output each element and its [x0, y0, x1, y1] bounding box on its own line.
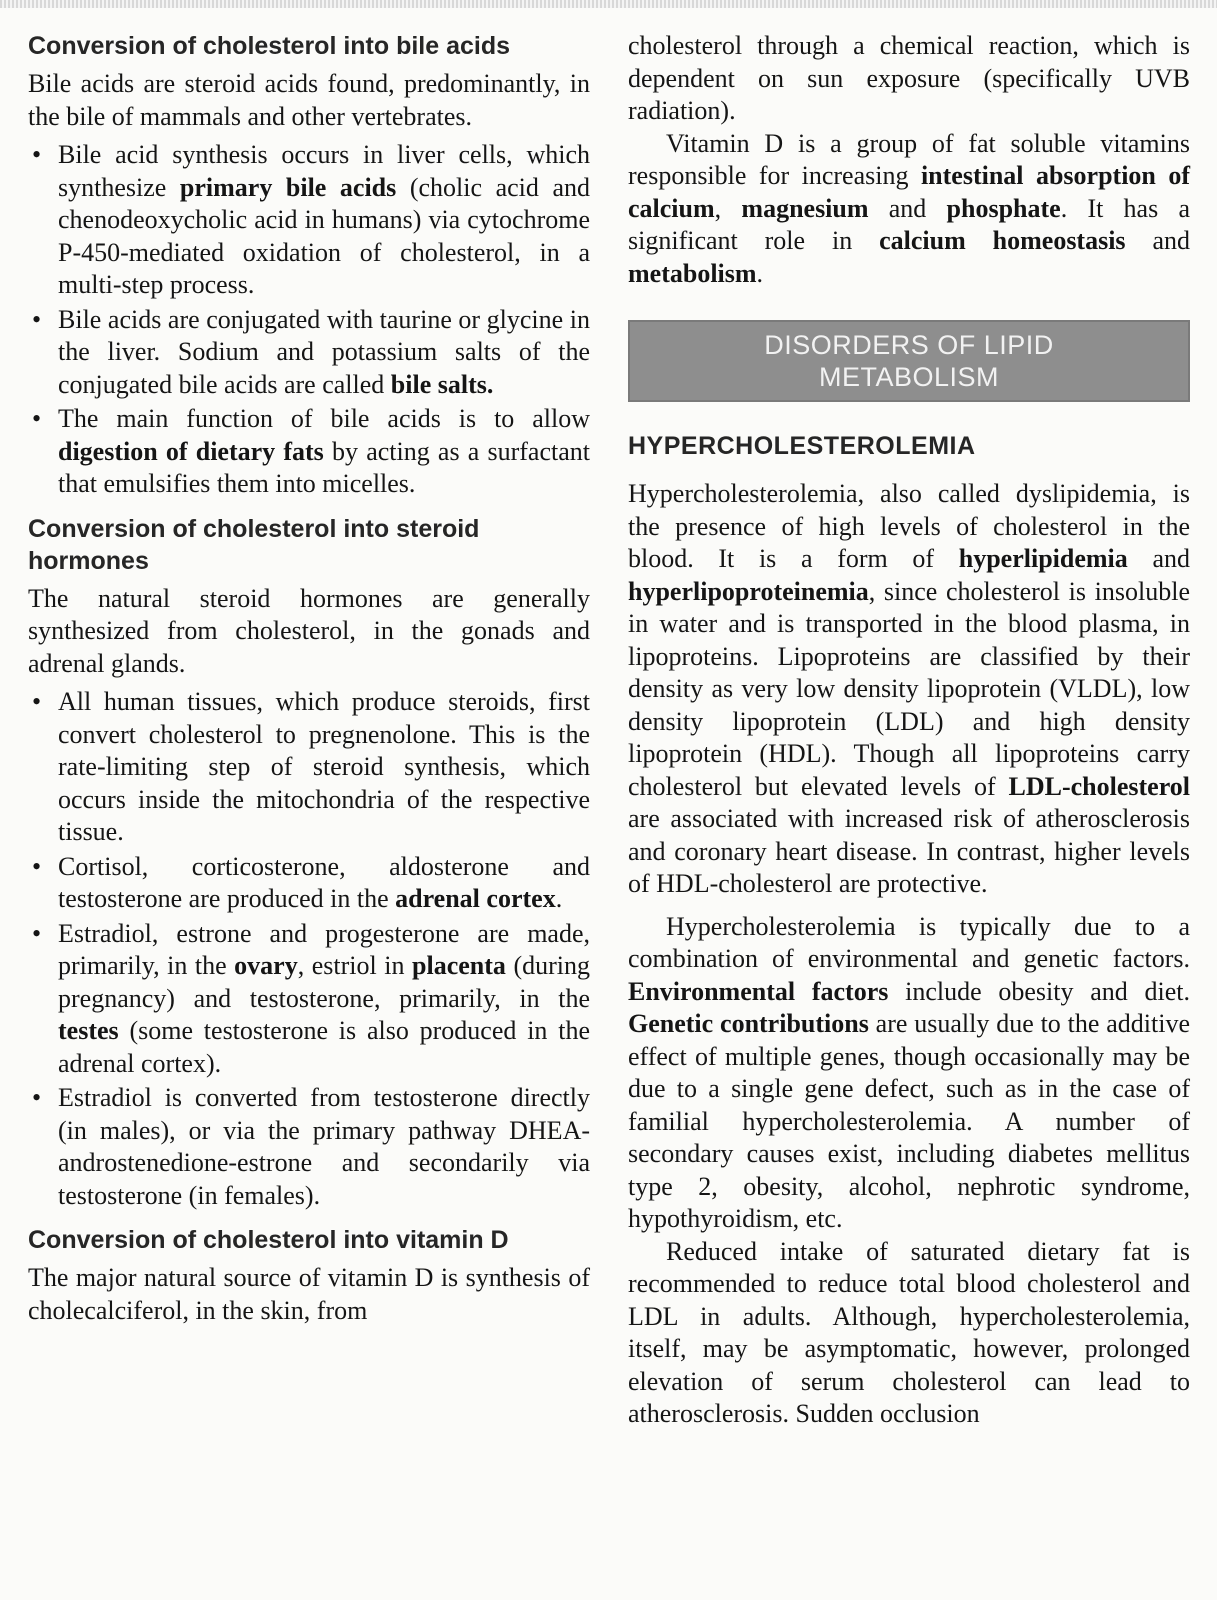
list-item: • All human tissues, which produce steroids, first convert cholesterol to pregnenolone. This is the rate-limiting step of steroid synthesis, which occurs inside the mitochondria of the respective tissue.: [28, 686, 590, 849]
hypercholesterolemia-paragraph-3: Reduced intake of saturated dietary fat is recommended to reduce total blood cholesterol and LDL in adults. Although, hypercholesterolemia, itself, may be asymptomatic, however, prolonged elevation of serum cholesterol can lead to atherosclerosis. Sudden occlusion: [628, 1236, 1190, 1428]
bile-acids-list: [28, 139, 590, 501]
list-item: • Cortisol, corticosterone, aldosterone and testosterone are produced in the adrenal cortex.: [28, 851, 590, 916]
vitamin-d-intro: The major natural source of vitamin D is synthesis of cholecalciferol, in the skin, from: [28, 1263, 590, 1325]
steroid-hormones-list: [28, 686, 590, 1212]
left-column: [28, 30, 590, 1327]
vitamin-d-heading: Conversion of cholesterol into vitamin D: [28, 1226, 509, 1254]
banner-line-1: DISORDERS OF LIPID: [764, 330, 1054, 360]
bile-acids-intro: Bile acids are steroid acids found, predominantly, in the bile of mammals and other vertebrates.: [28, 69, 590, 131]
vitamin-d-paragraph: Vitamin D is a group of fat soluble vitamins responsible for increasing intestinal absorption of calcium, magnesium and phosphate. It has a significant role in calcium homeostasis and metabolism.: [628, 128, 1191, 288]
list-item: • Bile acid synthesis occurs in liver cells, which synthesize primary bile acids (cholic acid and chenodeoxycholic acid in humans) via cytochrome P-450-mediated oxidation of cholesterol, in a multi-step process.: [28, 139, 590, 302]
section-banner: [628, 320, 1190, 402]
hypercholesterolemia-paragraph-1: Hypercholesterolemia, also called dyslipidemia, is the presence of high levels of cholesterol in the blood. It is a form of hyperlipidemia and hyperlipoproteinemia, since cholesterol is insoluble in water and is transported in the blood plasma, in lipoproteins. Lipoproteins are classified by their density as very low density lipoprotein (VLDL), low density lipoprotein (LDL) and high density lipoprotein (HDL). Though all lipoproteins carry cholesterol but elevated levels of LDL-cholesterol are associated with increased risk of atherosclerosis and coronary heart disease. In contrast, higher levels of HDL-cholesterol are protective.: [628, 479, 1190, 898]
bile-acids-heading: Conversion of cholesterol into bile acids: [28, 32, 511, 60]
list-item: • Estradiol, estrone and progesterone are made, primarily, in the ovary, estriol in placenta (during pregnancy) and testosterone, primarily, in the testes (some testosterone is also produced in the adrenal cortex).: [28, 918, 590, 1081]
hypercholesterolemia-heading: HYPERCHOLESTEROLEMIA: [628, 432, 976, 460]
page-top-edge: [0, 0, 1217, 8]
hypercholesterolemia-paragraph-2: Hypercholesterolemia is typically due to a combination of environmental and genetic factors. Environmental factors include obesity and diet. Genetic contributions are usually due to the additive effect of multiple genes, though occasionally may be due to a single gene defect, such as in the case of familial hypercholesterolemia. A number of secondary causes exist, including diabetes mellitus type 2, obesity, alcohol, nephrotic syndrome, hypothyroidism, etc.: [628, 911, 1190, 1233]
list-item: • Bile acids are conjugated with taurine or glycine in the liver. Sodium and potassium salts of the conjugated bile acids are called bile salts.: [28, 304, 590, 402]
list-item: • The main function of bile acids is to allow digestion of dietary fats by acting as a surfactant that emulsifies them into micelles.: [28, 403, 590, 501]
list-item: • Estradiol is converted from testosterone directly (in males), or via the primary pathway DHEA-androstenedione-estrone and secondarily via testosterone (in females).: [28, 1082, 590, 1212]
steroid-hormones-intro: The natural steroid hormones are generally synthesized from cholesterol, in the gonads and adrenal glands.: [28, 583, 590, 678]
banner-line-2: METABOLISM: [818, 362, 1000, 392]
vitamin-d-continued: cholesterol through a chemical reaction, which is dependent on sun exposure (specifically UVB radiation).: [628, 31, 1190, 125]
steroid-hormones-heading: Conversion of cholesterol into steroid hormones: [28, 514, 480, 575]
right-column: [628, 30, 1190, 1431]
